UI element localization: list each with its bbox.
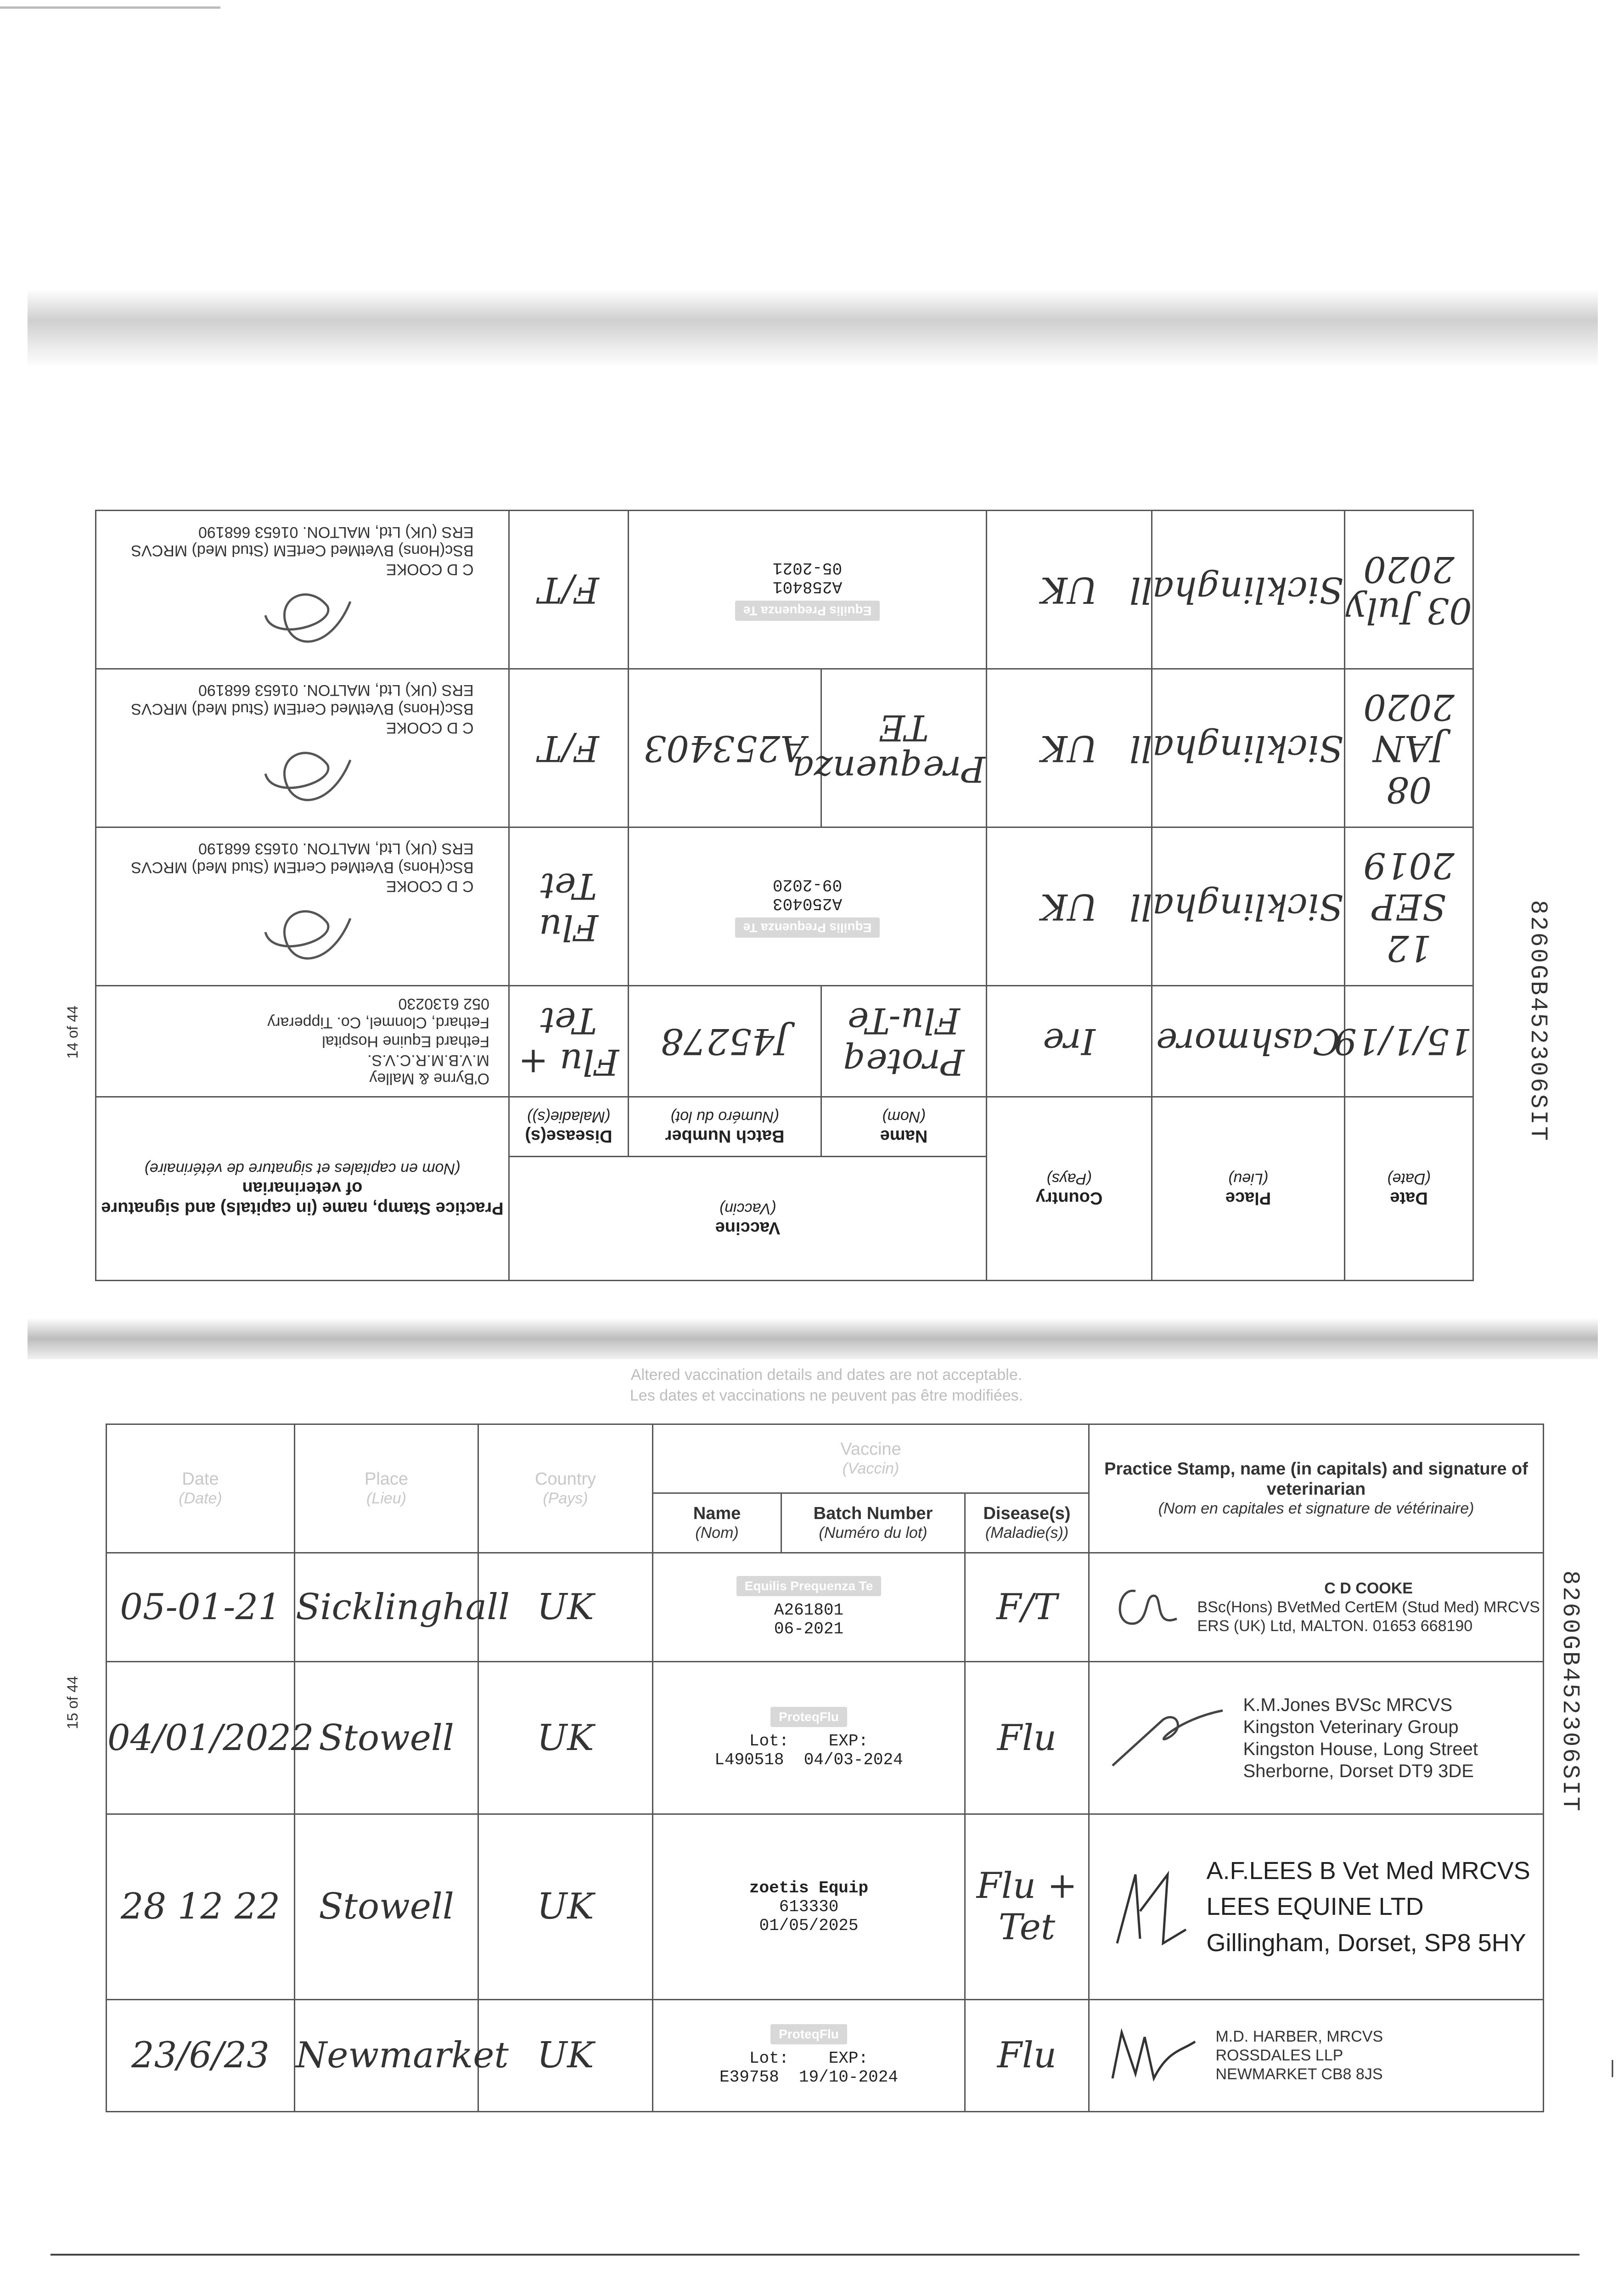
row-vaccine-label: zoetis Equip 613330 01/05/2025 (653, 1814, 965, 2000)
signature-image (1108, 1701, 1227, 1775)
row-disease: Flu Tet (509, 827, 628, 985)
row-place: Newmarket (295, 1999, 478, 2111)
table-row (107, 1814, 1544, 2000)
row-practice-stamp: A.F.LEES B Vet Med MRCVS LEES EQUINE LTD Gillingham, Dorset, SP8 5HY (1089, 1814, 1544, 2000)
page-number-upper: 14 of 44 (64, 1006, 81, 1059)
table-row (107, 1999, 1544, 2111)
table-row (96, 511, 1473, 669)
row-disease: F/T (509, 669, 628, 827)
row-place: Sicklinghall (1152, 669, 1345, 827)
row-place: Sicklinghall (1152, 511, 1345, 669)
row-country: UK (478, 1662, 653, 1814)
header-country: Country (Pays) (478, 1424, 653, 1553)
top-edge-line (0, 6, 220, 9)
row-date: 04/01/2022 (107, 1662, 295, 1814)
signature-image (258, 737, 360, 815)
signature-image (1108, 1577, 1181, 1637)
row-disease: F/T (509, 511, 628, 669)
row-practice-stamp: C D COOKE BSc(Hons) BVetMed CertEM (Stud Med) MRCVS ERS (UK) Ltd, MALTON. 01653 668190 (96, 511, 509, 669)
signature-image (258, 895, 360, 974)
upper-vaccination-table (95, 510, 1474, 1281)
scan-fold-shadow (28, 1318, 1598, 1359)
row-practice-stamp: C D COOKE BSc(Hons) BVetMed CertEM (Stud Med) MRCVS ERS (UK) Ltd, MALTON. 01653 668190 (1089, 1553, 1544, 1662)
row-country: UK (478, 1553, 653, 1662)
row-vaccine-label: Equilis Prequenza Te A258401 05-2021 (629, 511, 987, 669)
row-disease: F/T (965, 1553, 1089, 1662)
table-row (107, 1662, 1544, 1814)
row-date: 05-01-21 (107, 1553, 295, 1662)
row-disease: Flu + Tet (965, 1814, 1089, 2000)
row-practice-stamp: M.D. HARBER, MRCVS ROSSDALES LLP NEWMARKET CB8 8JS (1089, 1999, 1544, 2111)
row-practice-stamp: C D COOKE BSc(Hons) BVetMed CertEM (Stud Med) MRCVS ERS (UK) Ltd, MALTON. 01653 668190 (96, 827, 509, 985)
row-date: 28 12 22 (107, 1814, 295, 2000)
row-vaccine-name: Proteq Flu-Te (821, 985, 987, 1097)
lower-vaccination-table (106, 1424, 1544, 2112)
signature-image (1108, 1865, 1191, 1948)
table-row (96, 985, 1473, 1097)
row-date: 23/6/23 (107, 1999, 295, 2111)
row-batch: J45278 (629, 985, 821, 1097)
header-date: Date (Date) (107, 1424, 295, 1553)
table-row (96, 827, 1473, 985)
row-vaccine-name: Prequenza TE (821, 669, 987, 827)
passport-number-upper: 8260GB452306SIT (1524, 900, 1551, 1143)
row-country: UK (478, 1999, 653, 2111)
header-name: Name (Nom) (653, 1493, 781, 1553)
header-vaccine: Vaccine (Vaccin) (653, 1424, 1089, 1493)
header-country: Country (Pays) (987, 1097, 1152, 1281)
row-country: UK (987, 511, 1152, 669)
row-vaccine-label: ProteqFlu Lot: EXP: E39758 19/10-2024 (653, 1999, 965, 2111)
row-place: Sicklinghall (295, 1553, 478, 1662)
row-practice-stamp: O'Byrne & Malley M.V.B.M.R.C.V.S. Fethard Equine Hospital Fethard, Clonmel, Co. Tipperary 052 6130230 (96, 985, 509, 1097)
row-date: 03 July 2020 (1345, 511, 1473, 669)
header-disease: Disease(s) (Maladie(s)) (509, 1097, 628, 1157)
row-country: UK (478, 1814, 653, 2000)
row-date: 15/1/19 (1345, 985, 1473, 1097)
row-disease: Flu (965, 1662, 1089, 1814)
row-vaccine-label: Equilis Prequenza Te A261801 06-2021 (653, 1553, 965, 1662)
row-place: Stowell (295, 1662, 478, 1814)
page-number-lower: 15 of 44 (64, 1676, 81, 1729)
header-place: Place (Lieu) (1152, 1097, 1345, 1281)
row-country: UK (987, 669, 1152, 827)
header-disease: Disease(s) (Maladie(s)) (965, 1493, 1089, 1553)
row-place: Stowell (295, 1814, 478, 2000)
signature-image (1108, 2023, 1200, 2088)
bottom-edge-line (51, 2254, 1579, 2256)
passport-number-lower: 8260GB452306SIT (1557, 1570, 1584, 1813)
row-disease: Flu (965, 1999, 1089, 2111)
row-practice-stamp: K.M.Jones BVSc MRCVS Kingston Veterinary Group Kingston House, Long Street Sherborne, Dorset DT9 3DE (1089, 1662, 1544, 1814)
header-date: Date (Date) (1345, 1097, 1473, 1281)
header-batch: Batch Number (Numéro du lot) (781, 1493, 965, 1553)
header-place: Place (Lieu) (295, 1424, 478, 1553)
row-vaccine-label: ProteqFlu Lot: EXP: L490518 04/03-2024 (653, 1662, 965, 1814)
signature-image (258, 579, 360, 657)
header-batch: Batch Number (Numéro du lot) (629, 1097, 821, 1157)
row-country: Ire (987, 985, 1152, 1097)
scan-fold-shadow (28, 289, 1598, 367)
row-country: UK (987, 827, 1152, 985)
row-disease: Flu + Tet (509, 985, 628, 1097)
row-place: Sicklinghall (1152, 827, 1345, 985)
faint-notice-en: Altered vaccination details and dates are not acceptable. (630, 1366, 1023, 1384)
row-place: Cashmore (1152, 985, 1345, 1097)
header-practice: Practice Stamp, name (in capitals) and signature of veterinarian (Nom en capitales et signature de vétérinaire) (1089, 1424, 1544, 1553)
header-practice: Practice Stamp, name (in capitals) and signature of veterinarian (Nom en capitales et signature de vétérinaire) (96, 1097, 509, 1281)
faint-notice-fr: Les dates et vaccinations ne peuvent pas être modifiées. (629, 1387, 1023, 1404)
lower-vaccination-page (106, 1424, 1543, 2112)
row-batch: A253403 (629, 669, 821, 827)
header-name: Name (Nom) (821, 1097, 987, 1157)
upper-vaccination-page (96, 510, 1474, 1281)
edge-mark: | (1610, 2057, 1615, 2077)
header-vaccine: Vaccine (Vaccin) (509, 1157, 986, 1281)
row-date: 12 SEP 2019 (1345, 827, 1473, 985)
table-row (96, 669, 1473, 827)
table-row (107, 1553, 1544, 1662)
row-practice-stamp: C D COOKE BSc(Hons) BVetMed CertEM (Stud Med) MRCVS ERS (UK) Ltd, MALTON. 01653 668190 (96, 669, 509, 827)
row-vaccine-label: Equilis Prequenza Te A250403 09-2020 (629, 827, 987, 985)
row-date: 08 JAN 2020 (1345, 669, 1473, 827)
